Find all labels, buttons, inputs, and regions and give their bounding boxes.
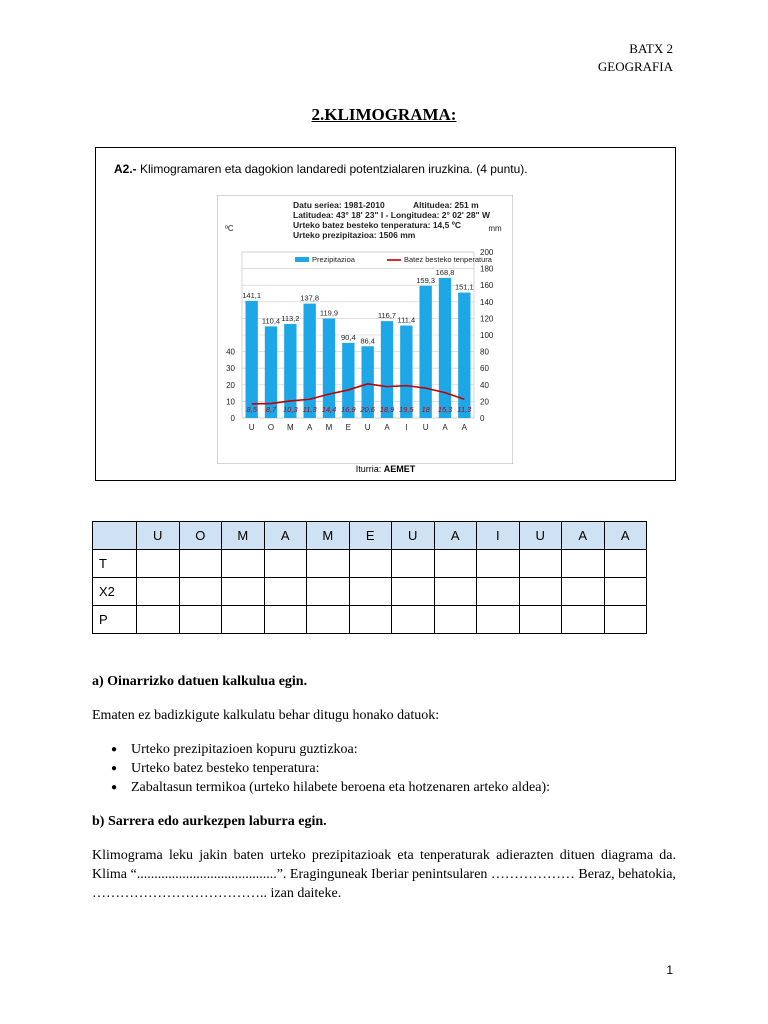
month-header: O [179, 522, 222, 550]
table-cell[interactable] [137, 550, 180, 578]
month-header: A [604, 522, 647, 550]
section-a-intro: Ematen ez badizkigute kalkulatu behar ditugu honako datuok: [92, 708, 440, 723]
table-cell[interactable] [137, 578, 180, 606]
table-cell[interactable] [264, 578, 307, 606]
x-tick-label: M [286, 423, 294, 432]
table-corner-cell [93, 522, 137, 550]
chart-source [96, 464, 675, 474]
table-cell[interactable] [604, 606, 647, 634]
temperature-value-label: 14,4 [321, 405, 337, 414]
table-cell[interactable] [264, 550, 307, 578]
temperature-value-label: 20,6 [360, 405, 375, 414]
table-row [93, 606, 647, 634]
table-cell[interactable] [349, 606, 392, 634]
month-header: U [392, 522, 435, 550]
month-header: A [434, 522, 477, 550]
header-course: BATX 2 [629, 41, 673, 56]
temperature-value-label: 18 [421, 405, 430, 414]
table-cell[interactable] [222, 606, 265, 634]
legend-swatch-precipitation [295, 257, 309, 262]
month-header: I [477, 522, 520, 550]
y-tick-right: 200 [480, 248, 494, 257]
bar-value-label: 159,3 [416, 275, 436, 285]
month-header: U [137, 522, 180, 550]
exam-question [114, 162, 528, 176]
temperature-value-label: 11,3 [457, 405, 472, 414]
section-a-heading: a) Oinarrizko datuen kalkulua egin. [92, 674, 308, 689]
table-cell[interactable] [349, 550, 392, 578]
table-cell[interactable] [562, 606, 605, 634]
x-tick-label: A [442, 423, 448, 432]
x-tick-label: O [267, 423, 275, 432]
bar-value-label: 141,1 [242, 290, 262, 300]
bar-value-label: 116,7 [377, 311, 397, 321]
y-axis-label-right: mm [488, 224, 502, 233]
bar-value-label: 90,4 [341, 332, 356, 342]
source-label: Iturria: [355, 464, 382, 474]
bar-value-label: 86,4 [360, 336, 375, 346]
table-cell[interactable] [477, 606, 520, 634]
table-cell[interactable] [434, 578, 477, 606]
y-tick-right: 160 [480, 281, 494, 291]
table-cell[interactable] [519, 578, 562, 606]
temperature-value-label: 8,7 [265, 405, 277, 414]
y-tick-right: 140 [480, 297, 494, 307]
table-cell[interactable] [222, 550, 265, 578]
chart-info-series: Datu seriea: 1981-2010 [293, 200, 385, 210]
precipitation-bar [284, 324, 296, 418]
precipitation-bar [439, 278, 451, 418]
table-cell[interactable] [349, 578, 392, 606]
x-tick-label: A [384, 423, 390, 432]
y-tick-right: 60 [480, 364, 489, 374]
temperature-value-label: 15,3 [437, 405, 453, 414]
x-tick-label: A [306, 423, 313, 432]
table-cell[interactable] [519, 606, 562, 634]
x-tick-label: A [461, 423, 468, 432]
table-row [93, 578, 647, 606]
temperature-value-label: 8,5 [246, 405, 257, 414]
table-cell[interactable] [562, 578, 605, 606]
precipitation-bar [245, 301, 257, 418]
table-cell[interactable] [434, 606, 477, 634]
page-header [598, 40, 673, 76]
table-cell[interactable] [562, 550, 605, 578]
section-b-heading: b) Sarrera edo aurkezpen laburra egin. [92, 814, 327, 829]
month-header: M [307, 522, 350, 550]
page-title: 2.KLIMOGRAMA: [311, 105, 457, 124]
table-cell[interactable] [519, 550, 562, 578]
bar-value-label: 168,8 [435, 267, 455, 277]
header-subject: GEOGRAFIA [597, 59, 673, 74]
table-cell[interactable] [307, 606, 350, 634]
table-cell[interactable] [604, 578, 647, 606]
x-tick-label: U [364, 423, 371, 432]
y-tick-right: 120 [480, 314, 494, 324]
table-cell[interactable] [434, 550, 477, 578]
y-tick-right: 100 [480, 331, 494, 340]
chart-info-precipitation: Urteko prezipitazioa: 1506 mm [293, 230, 416, 240]
bar-value-label: 119,9 [319, 308, 339, 318]
bar-value-label: 137,8 [300, 293, 320, 303]
precipitation-bar [381, 321, 393, 418]
climogram-chart [217, 195, 513, 464]
y-tick-left: 40 [226, 347, 235, 357]
y-tick-right: 40 [480, 380, 489, 390]
list-item: ● Zabaltasun termikoa (urteko hilabete beroena eta hotzenaren arteko aldea): [117, 778, 676, 797]
table-row [93, 550, 647, 578]
x-tick-label: U [422, 423, 429, 432]
temperature-value-label: 11,3 [302, 405, 317, 414]
y-tick-right: 20 [480, 397, 489, 407]
table-cell[interactable] [179, 606, 222, 634]
x-tick-label: I [405, 423, 408, 432]
page-number: 1 [666, 963, 673, 977]
y-tick-left: 20 [226, 380, 235, 390]
y-tick-right: 180 [480, 264, 494, 274]
question-label: A2.- [114, 162, 137, 176]
exam-question-box [95, 147, 676, 481]
list-item: ● Urteko prezipitazioen kopuru guztizkoa: [117, 740, 676, 759]
legend-label-temperature: Batez besteko tenperatura [404, 255, 492, 264]
bar-value-label: 111,4 [397, 315, 416, 325]
month-header: M [222, 522, 265, 550]
y-tick-left: 10 [226, 397, 235, 407]
y-axis-label-left: ºC [225, 224, 234, 233]
chart-info-coordinates: Latitudea: 43° 18' 23" I - Longitudea: 2° 02' 28" W [293, 210, 490, 220]
precipitation-bar [419, 286, 431, 418]
row-label: P [93, 606, 137, 634]
bar-value-label: 151,1 [454, 282, 474, 292]
table-cell[interactable] [137, 606, 180, 634]
table-cell[interactable] [264, 606, 307, 634]
table-cell[interactable] [477, 550, 520, 578]
legend-label-precipitation: Prezipitazioa [312, 255, 355, 264]
bar-value-label: 113,2 [281, 314, 300, 324]
table-cell[interactable] [604, 550, 647, 578]
temperature-value-label: 10,3 [283, 405, 298, 414]
month-header: A [264, 522, 307, 550]
y-tick-left: 0 [230, 414, 235, 423]
calculation-table [92, 521, 647, 634]
y-tick-right: 0 [480, 414, 485, 423]
precipitation-bar [303, 304, 315, 418]
temperature-value-label: 18,9 [379, 405, 395, 414]
source-name: AEMET [383, 464, 416, 474]
table-cell[interactable] [307, 550, 350, 578]
month-header: U [519, 522, 562, 550]
table-cell[interactable] [179, 578, 222, 606]
table-cell[interactable] [222, 578, 265, 606]
table-cell[interactable] [307, 578, 350, 606]
row-label: T [93, 550, 137, 578]
y-tick-right: 80 [480, 347, 489, 357]
bar-value-label: 110,4 [261, 316, 281, 326]
question-text: Klimogramaren eta dagokion landaredi potentzialaren iruzkina. (4 puntu). [140, 162, 528, 176]
y-tick-left: 30 [226, 364, 235, 374]
row-label: X2 [93, 578, 137, 606]
table-cell[interactable] [477, 578, 520, 606]
x-tick-label: M [325, 423, 333, 432]
x-tick-label: E [345, 423, 352, 432]
chart-info-altitude: Altitudea: 251 m [413, 200, 479, 210]
month-header: A [562, 522, 605, 550]
section-a-list [92, 740, 676, 797]
precipitation-bar [323, 318, 335, 418]
temperature-value-label: 19,5 [399, 405, 414, 414]
table-cell[interactable] [392, 606, 435, 634]
chart-info-avg-temp: Urteko batez besteko tenperatura: 14,5 ºC [293, 220, 461, 230]
table-cell[interactable] [392, 550, 435, 578]
x-tick-label: U [248, 423, 255, 432]
list-item: ● Urteko batez besteko tenperatura: [117, 759, 676, 778]
month-header: E [349, 522, 392, 550]
table-cell[interactable] [392, 578, 435, 606]
temperature-value-label: 16,9 [341, 405, 356, 414]
table-cell[interactable] [179, 550, 222, 578]
table-header-row [93, 522, 647, 550]
section-b-paragraph: Klimograma leku jakin baten urteko prezipitazioak eta tenperaturak adierazten dituen diagrama da. Klima “........................................”. Eraginguneak Iberiar penintsularen ……………… Beraz, behatokia, ……………………………….. izan daiteke. [92, 848, 676, 901]
